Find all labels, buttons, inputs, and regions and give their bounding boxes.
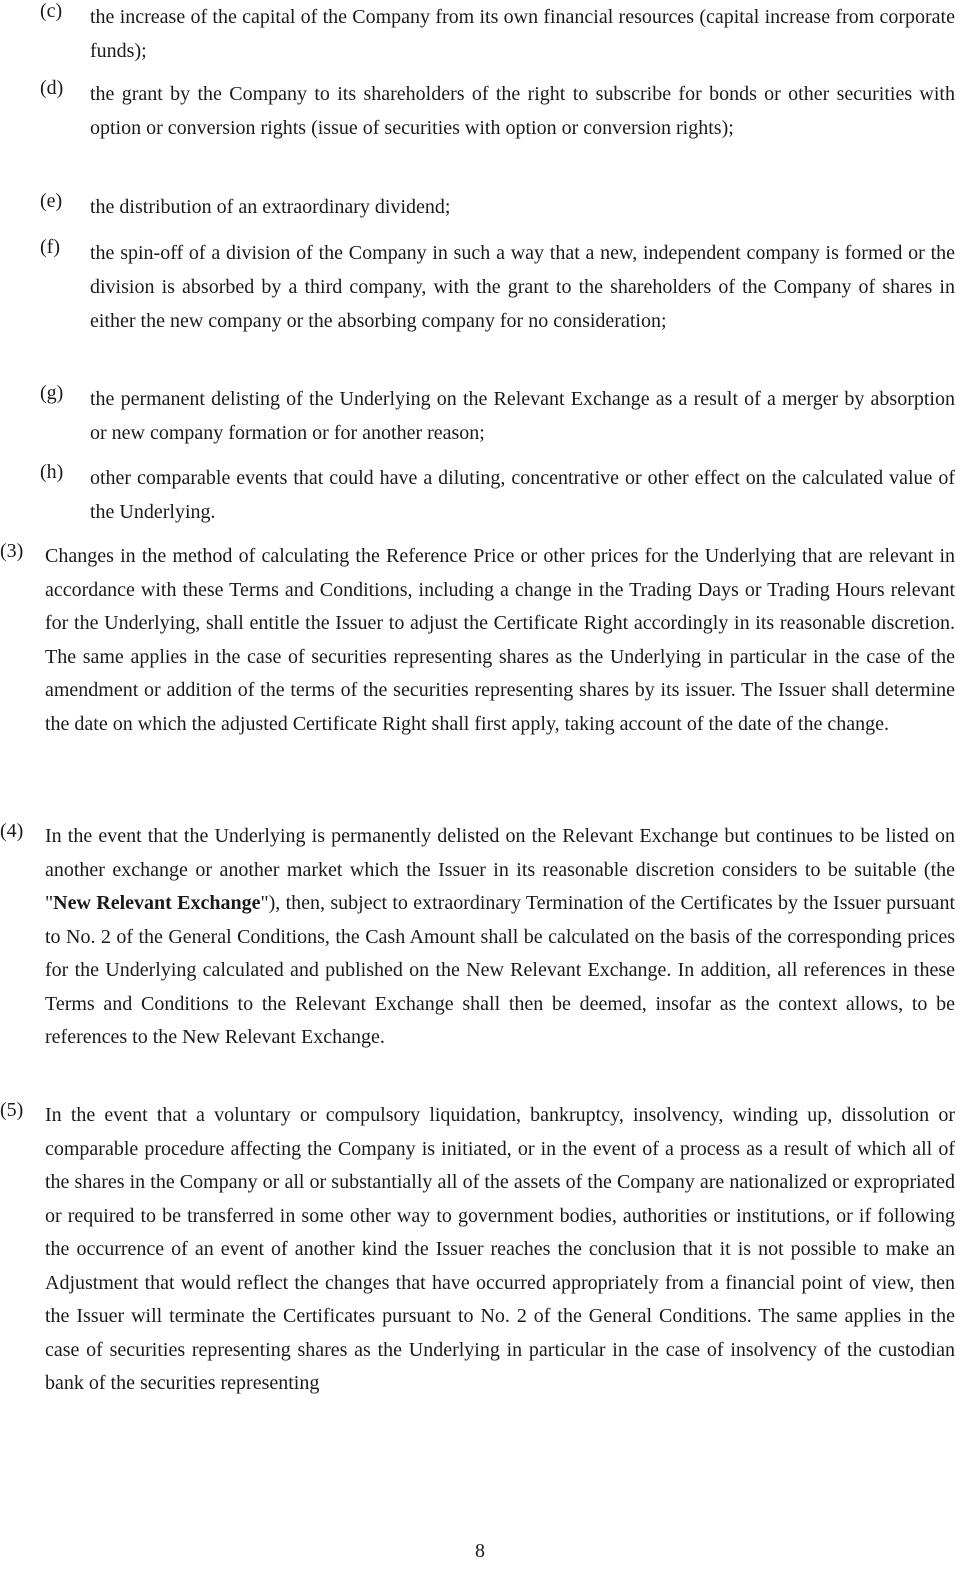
page-number: 8 [475,1540,485,1562]
clause-text: the increase of the capital of the Company from its own financial resources (capital increase from corporate funds); [90,6,955,62]
clause-label: (e) [40,190,63,212]
clause-item-h [40,461,955,529]
clause-text: the spin-off of a division of the Company in such a way that a new, independent company is formed or the division is absorbed by a third company, with the grant to the shareholders of the Company of shares in either the new company or the absorbing company for no consideration; [90,242,955,332]
paragraph-5 [0,1099,955,1401]
clause-label: (d) [40,77,64,99]
clause-text: other comparable events that could have a diluting, concentrative or other effect on the calculated value of the Underlying. [90,467,955,523]
paragraph-4 [0,820,955,1055]
clause-label: (h) [40,461,64,483]
paragraph-label: (5) [0,1099,24,1121]
defined-term: New Relevant Exchange [53,892,261,914]
paragraph-label: (4) [0,820,24,842]
paragraph-text: In the event that a voluntary or compulsory liquidation, bankruptcy, insolvency, winding up, dissolution or comparable procedure affecting the Company is initiated, or in the event of a process as a result of which all of the shares in the Company or all or substantially all of the assets of the Company are nationalized or expropriated or required to be transferred in some other way to government bodies, authorities or institutions, or if following the occurrence of an event of another kind the Issuer reaches the conclusion that it is not possible to make an Adjustment that would reflect the changes that have occurred appropriately from a financial point of view, then the Issuer will terminate the Certificates pursuant to No. 2 of the General Conditions. The same applies in the case of securities representing shares as the Underlying in particular in the case of insolvency of the custodian bank of the securities representing [45,1104,955,1394]
paragraph-label: (3) [0,540,24,562]
clause-text: the distribution of an extraordinary dividend; [90,196,451,218]
clause-item-f [40,236,955,338]
clause-label: (f) [40,236,60,258]
clause-item-g [40,382,955,450]
clause-item-d [40,77,955,145]
clause-item-c [40,0,955,68]
clause-label: (g) [40,382,64,404]
paragraph-text [45,820,955,1055]
paragraph-text-after: "), then, subject to extraordinary Termination of the Certificates by the Issuer pursuant to No. 2 of the General Conditions, the Cash Amount shall be calculated on the basis of the corresponding prices for the Underlying calculated and published on the New Relevant Exchange. In addition, all references in these Terms and Conditions to the Relevant Exchange shall then be deemed, insofar as the context allows, to be references to the New Relevant Exchange. [45,892,956,1048]
clause-item-e [40,190,955,224]
clause-text: the grant by the Company to its shareholders of the right to subscribe for bonds or other securities with option or conversion rights (issue of securities with option or conversion rights); [90,83,955,139]
clause-label: (c) [40,0,63,22]
paragraph-text: Changes in the method of calculating the Reference Price or other prices for the Underlying that are relevant in accordance with these Terms and Conditions, including a change in the Trading Days or Trading Hours relevant for the Underlying, shall entitle the Issuer to adjust the Certificate Right accordingly in its reasonable discretion. The same applies in the case of securities representing shares as the Underlying in particular in the case of the amendment or addition of the terms of the securities representing shares by its issuer. The Issuer shall determine the date on which the adjusted Certificate Right shall first apply, taking account of the date of the change. [45,545,955,735]
clause-text: the permanent delisting of the Underlying on the Relevant Exchange as a result of a merger by absorption or new company formation or for another reason; [90,388,955,444]
paragraph-text-before: In the event that the Underlying is permanently delisted on the Relevant Exchange but continues to be listed on another exchange or another market which the Issuer in its reasonable discretion considers to be suitable (the " [45,825,955,914]
paragraph-3 [0,540,955,741]
